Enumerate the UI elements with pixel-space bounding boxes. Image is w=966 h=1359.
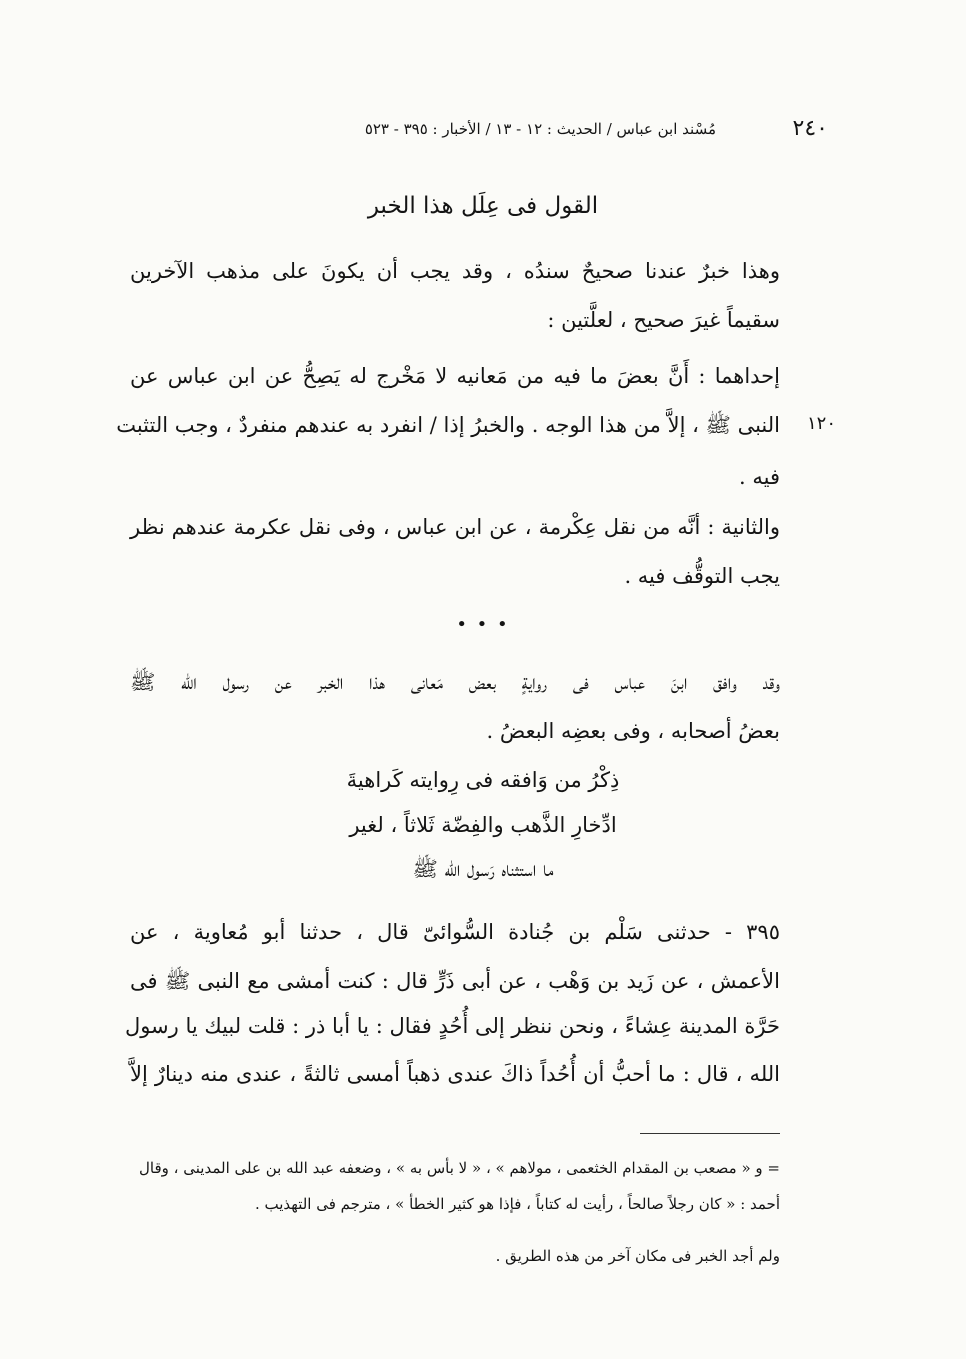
- subheading-line-1: ذِكْرُ من وَافقه فى رِوايته كَراهيةَ: [346, 768, 620, 792]
- hadith-line-3: حَرَّة المدينة عِشاءً ، ونحن ننظر إلى أُحُدٍ فقال : يا أبا ذر : قلت لبيك يا رسول: [124, 1014, 780, 1038]
- footnote-line-1: = و « مصعب بن المقدام الخثعمى ، مولاهم » ، « لا بأس به » ، وضعفه عبد الله بن على المدينى ، وقال: [139, 1159, 780, 1177]
- hadith-line-2: الأعمش ، عن زَيد بن وَهْب ، عن أبى ذَرٍّ قال : كنت أمشى مع النبى ﷺ فى: [130, 969, 780, 993]
- paragraph-4-line-2: بعضُ أصحابه ، وفى بعضِه البعضُ .: [486, 719, 780, 743]
- paragraph-1-line-1: وهذا خبرٌ عندنا صحيحٌ سندُه ، وقد يجب أن يكونَ على مذهب الآخرين: [130, 259, 780, 283]
- page-number: ٢٤٠: [792, 116, 828, 141]
- footnote-rule: [640, 1133, 780, 1134]
- hadith-line-1: ٣٩٥ - حدثنى سَلْم بن جُنادة السُّوائىّ قال ، حدثنا أبو مُعاوية ، عن: [130, 920, 780, 944]
- hadith-line-4: الله ، قال : ما أحبُّ أن أُحُداً ذاكَ عندى ذهباً أمسى ثالثةً ، عندى منه دينارٌ إلاَّ: [130, 1062, 780, 1086]
- paragraph-1-line-2: سقيماً غيرَ صحيح ، لعلَّتين :: [547, 308, 780, 332]
- footnote-note: ولم أجد الخبر فى مكان آخر من هذه الطريق .: [495, 1247, 780, 1265]
- paragraph-2-line-1: إحداهما : أَنَّ بعضَ ما فيه من مَعانيه لا مَخْرج له يَصِحُّ عن ابن عباس عن: [130, 364, 780, 388]
- paragraph-2-line-3: فيه .: [739, 465, 780, 489]
- paragraph-4-line-1: وقد وافق ابنَ عباس فى روايةٍ بعض مَعانى هذا الخبر عن رسول الله ﷺ: [130, 670, 780, 694]
- section-heading: القول فى عِلَل هذا الخبر: [367, 193, 599, 219]
- subheading-line-2: ادِّخارِ الذَّهب والفِضّة ثَلاثاً ، لغير: [349, 813, 617, 837]
- paragraph-2-line-2: النبى ﷺ ، إلاَّ من هذا الوجه . والخبرُ إذا / انفرد به عندهم منفردٌ ، وجب التثبت: [116, 413, 780, 437]
- paragraph-3-line-2: يجب التوقُّف فيه .: [624, 564, 780, 588]
- margin-page-marker: ١٢٠: [806, 413, 836, 434]
- footnote-line-2: أحمد : « كان رجلاً صالحاً ، رأيت له كتاباً ، فإذا هو كثير الخطأ » ، مترجم فى التهذيب .: [254, 1195, 780, 1213]
- subheading-line-3: ما استثناه رَسول الله ﷺ: [412, 857, 554, 881]
- section-ornament: • • •: [456, 614, 510, 635]
- running-title: مُسْند ابن عباس / الحديث : ١٢ - ١٣ / الأخبار : ٣٩٥ - ٥٢٣: [364, 120, 716, 138]
- paragraph-3-line-1: والثانية : أنَّه من نقل عِكْرمة ، عن ابن عباس ، وفى نقل عكرمة عندهم نظر: [130, 515, 780, 539]
